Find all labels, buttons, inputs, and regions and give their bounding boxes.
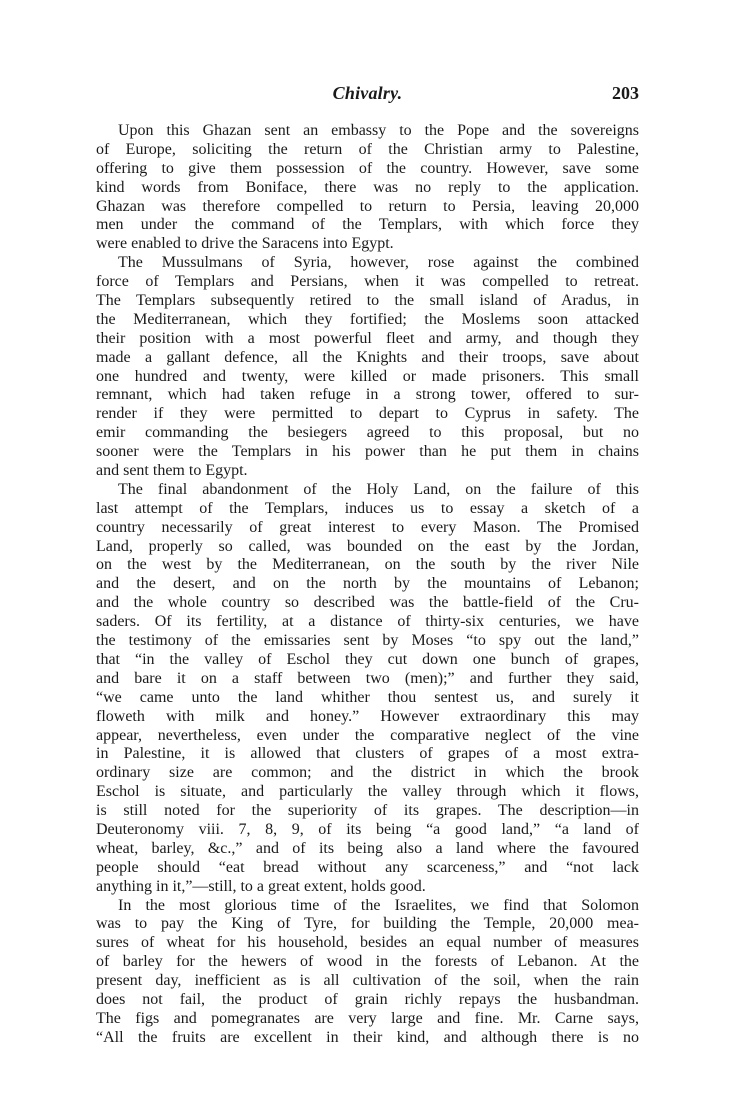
text-line: people should “eat bread without any scarceness,” and “not lack [96, 858, 639, 876]
text-line: saders. Of its fertility, at a distance of thirty-six centuries, we have [96, 613, 639, 631]
text-line: The Templars subsequently retired to the small island of Aradus, in [96, 292, 639, 310]
text-line: floweth with milk and honey.” However extraordinary this may [96, 707, 639, 725]
text-line: sooner were the Templars in his power than he put them in chains [96, 443, 639, 461]
text-line: does not fail, the product of grain richly repays the husbandman. [96, 990, 639, 1008]
text-line: appear, nevertheless, even under the comparative neglect of the vine [96, 726, 639, 744]
text-line: is still noted for the superiority of its grapes. The description—in [96, 802, 639, 820]
text-line: men under the command of the Templars, with which force they [96, 216, 639, 234]
text-line: remnant, which had taken refuge in a strong tower, offered to sur- [96, 386, 639, 404]
text-line: “All the fruits are excellent in their kind, and although there is no [96, 1028, 639, 1046]
text-line: was to pay the King of Tyre, for building the Temple, 20,000 mea- [96, 915, 639, 933]
text-line: present day, inefficient as is all cultivation of the soil, when the rain [96, 972, 639, 990]
text-line: Land, properly so called, was bounded on the east by the Jordan, [96, 537, 639, 555]
text-line: sures of wheat for his household, besides an equal number of measures [96, 934, 639, 952]
text-line: The Mussulmans of Syria, however, rose against the combined [118, 254, 639, 272]
text-line: wheat, barley, &c.,” and of its being also a land where the favoured [96, 839, 639, 857]
text-line: ordinary size are common; and the district in which the brook [96, 764, 639, 782]
text-line: were enabled to drive the Saracens into Egypt. [96, 235, 394, 253]
text-line: of barley for the hewers of wood in the forests of Lebanon. At the [96, 953, 639, 971]
text-line: their position with a most powerful fleet and army, and though they [96, 329, 639, 347]
page-number: 203 [612, 83, 639, 103]
running-title: Chivalry. [332, 83, 403, 103]
text-line: of Europe, soliciting the return of the Christian army to Palestine, [96, 140, 639, 158]
text-line: The figs and pomegranates are very large and fine. Mr. Carne says, [96, 1009, 639, 1027]
text-line: emir commanding the besiegers agreed to this proposal, but no [96, 424, 639, 442]
text-line: and bare it on a staff between two (men);” and further they said, [96, 669, 639, 687]
text-line: Upon this Ghazan sent an embassy to the Pope and the sovereigns [118, 122, 639, 139]
text-line: in Palestine, it is allowed that clusters of grapes of a most extra- [96, 745, 639, 763]
text-line: Eschol is situate, and particularly the valley through which it flows, [96, 783, 639, 801]
text-line: Ghazan was therefore compelled to return to Persia, leaving 20,000 [96, 197, 639, 215]
text-line: Deuteronomy viii. 7, 8, 9, of its being “a good land,” “a land of [96, 820, 639, 838]
text-line: kind words from Boniface, there was no reply to the application. [96, 178, 639, 196]
text-line: last attempt of the Templars, induces us to essay a sketch of a [96, 499, 639, 517]
text-line: the testimony of the emissaries sent by Moses “to spy out the land,” [96, 632, 639, 650]
text-line: force of Templars and Persians, when it was compelled to retreat. [96, 273, 639, 291]
text-line: one hundred and twenty, were killed or made prisoners. This small [96, 367, 639, 385]
text-line: and the whole country so described was the battle-field of the Cru- [96, 594, 639, 612]
text-line: on the west by the Mediterranean, on the south by the river Nile [96, 556, 639, 574]
text-line: made a gallant defence, all the Knights and their troops, save about [96, 348, 639, 366]
text-line: The final abandonment of the Holy Land, on the failure of this [118, 480, 639, 498]
text-line: render if they were permitted to depart to Cyprus in safety. The [96, 405, 639, 423]
body-text [96, 122, 639, 1048]
text-line: “we came unto the land whither thou sentest us, and surely it [96, 688, 639, 706]
text-line: offering to give them possession of the country. However, save some [96, 159, 639, 177]
text-line: that “in the valley of Eschol they cut down one bunch of grapes, [96, 650, 639, 668]
text-line: country necessarily of great interest to every Mason. The Promised [96, 518, 639, 536]
text-line: and the desert, and on the north by the mountains of Lebanon; [96, 575, 639, 593]
running-head [96, 83, 639, 109]
text-line: anything in it,”—still, to a great extent, holds good. [96, 877, 426, 895]
text-line: the Mediterranean, which they fortified; the Moslems soon attacked [96, 310, 639, 328]
text-line: In the most glorious time of the Israelites, we find that Solomon [118, 896, 639, 914]
text-line: and sent them to Egypt. [96, 462, 248, 480]
